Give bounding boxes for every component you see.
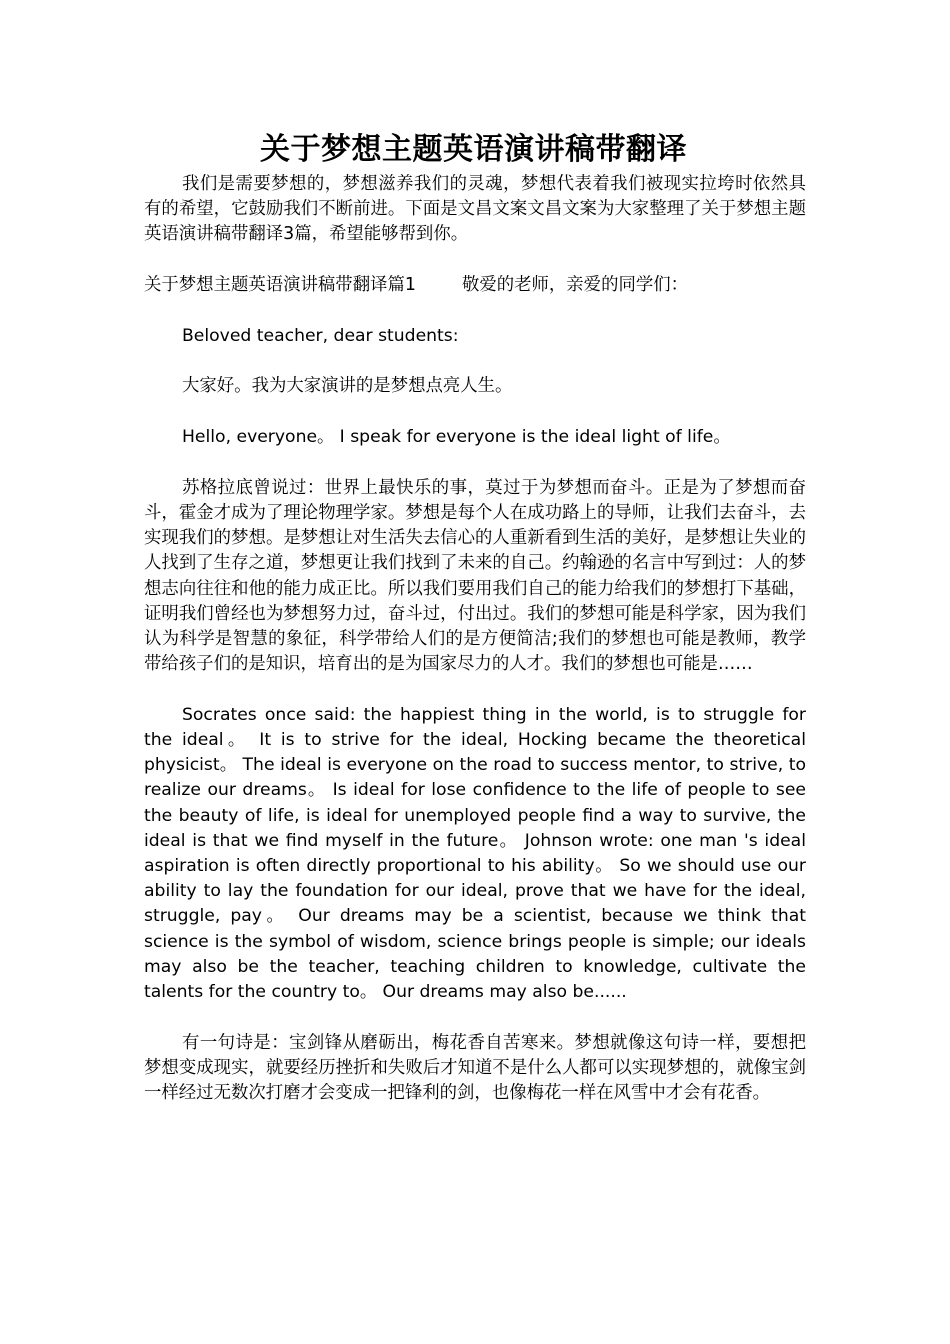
spacer: [144, 1005, 806, 1031]
section-heading: 关于梦想主题英语演讲稿带翻译篇1: [144, 275, 416, 296]
spacer: [144, 450, 806, 476]
spacer: [144, 298, 806, 324]
tab-space: [416, 273, 462, 298]
spacer: [144, 349, 806, 375]
document-title: 关于梦想主题英语演讲稿带翻译: [260, 132, 687, 167]
paragraph-2-cn: 有一句诗是：宝剑锋从磨砺出，梅花香自苦寒来。梦想就像这句诗一样，要想把梦想变成现实，就要经历挫折和失败后才知道不是什么人都可以实现梦想的，就像宝剑一样经过无数次打磨才会变成一把锋利的剑，也像梅花一样在风雪中才会有花香。: [144, 1032, 806, 1104]
paragraph-1-cn: 苏格拉底曾说过：世界上最快乐的事，莫过于为梦想而奋斗。正是为了梦想而奋斗，霍金才成为了理论物理学家。梦想是每个人在成功路上的导师，让我们去奋斗，去实现我们的梦想。是梦想让对生活失去信心的人重新看到生活的美好，是梦想让失业的人找到了生存之道，梦想更让我们找到了未来的自己。约翰逊的名言中写到过：人的梦想志向往往和他的能力成正比。所以我们要用我们自己的能力给我们的梦想打下基础，证明我们曾经也为梦想努力过，奋斗过，付出过。我们的梦想可能是科学家，因为我们认为科学是智慧的象征，科学带给人们的是方便简洁;我们的梦想也可能是教师，教学带给孩子们的是知识，培育出的是为国家尽力的人才。我们的梦想也可能是……: [144, 477, 806, 675]
document-page: [144, 128, 806, 1106]
greeting-cn: 敬爱的老师，亲爱的同学们：: [461, 275, 689, 296]
intro-paragraph: 我们是需要梦想的，梦想滋养我们的灵魂，梦想代表着我们被现实拉垮时依然具有的希望，它鼓励我们不断前进。下面是文昌文案文昌文案为大家整理了关于梦想主题英语演讲稿带翻译3篇，希望能够帮到你。: [144, 174, 806, 245]
hello-cn: 大家好。我为大家演讲的是梦想点亮人生。: [182, 376, 513, 397]
spacer: [144, 248, 806, 274]
spacer: [144, 677, 806, 703]
section-heading-line: [144, 273, 806, 298]
hello-en: Hello, everyone。 I speak for everyone is the ideal light of life。: [182, 427, 731, 448]
spacer: [144, 400, 806, 426]
greeting-en: Beloved teacher, dear students:: [182, 325, 459, 346]
paragraph-1-en: Socrates once said: the happiest thing in the world, is to struggle for the ideal。 It is to strive for the ideal, Hocking became the theoretical physicist。 The ideal is everyone on the road to success mentor, to strive, to realize our dreams。 Is ideal for lose confidence to the life of people to see the beauty of life, is ideal for unemployed people find a way to survive, the ideal is that we find myself in the future。 Johnson wrote: one man 's ideal aspiration is often directly proportional to his ability。 So we should use our ability to lay the foundation for our ideal, prove that we have for the ideal, struggle, pay。 Our dreams may be a scientist, because we think that science is the symbol of wisdom, science brings people is simple; our ideals may also be the teacher, teaching children to knowledge, cultivate the talents for the country to。 Our dreams may also be......: [144, 704, 806, 1003]
